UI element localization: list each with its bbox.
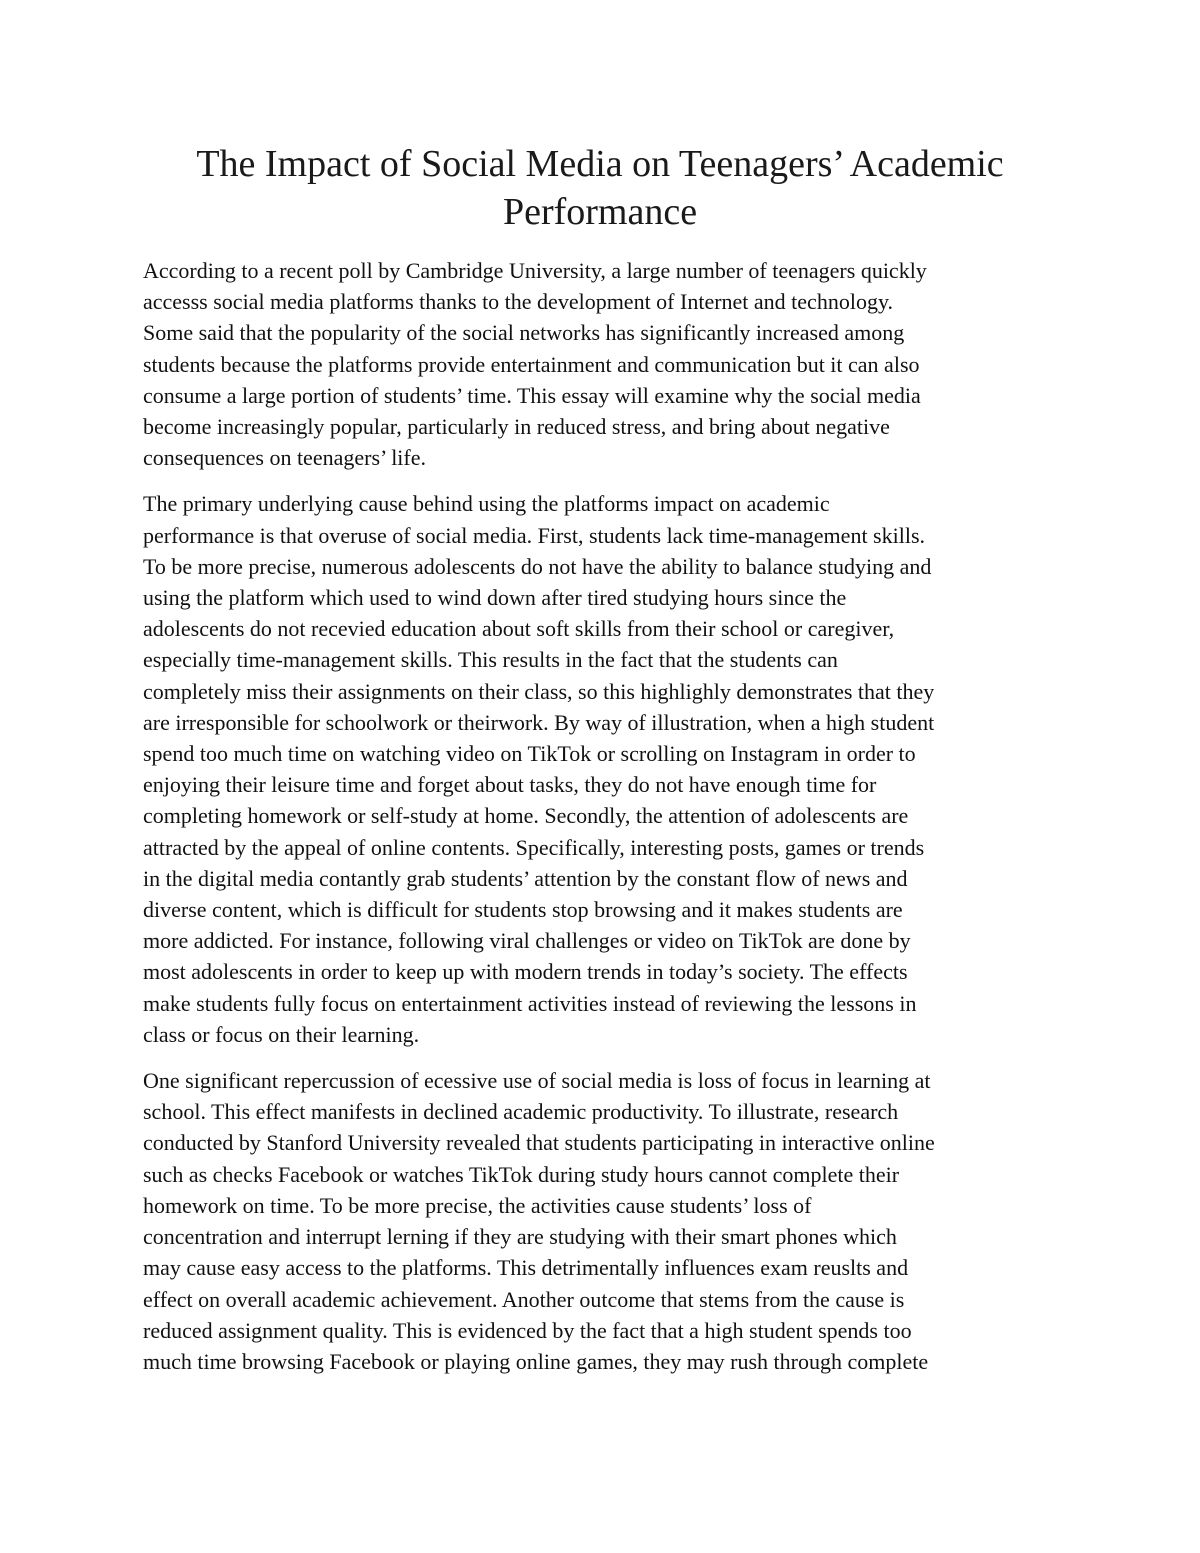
document-body bbox=[143, 255, 1063, 1392]
paragraph-line: accesss social media platforms thanks to the development of Internet and technology. bbox=[143, 289, 894, 315]
paragraph bbox=[143, 488, 1063, 1050]
paragraph-line: performance is that overuse of social media. First, students lack time-management skills. bbox=[143, 522, 926, 548]
paragraph-line: make students fully focus on entertainment activities instead of reviewing the lessons in bbox=[143, 990, 917, 1016]
paragraph-line: consume a large portion of students’ time. This essay will examine why the social media bbox=[143, 382, 921, 408]
paragraph-line: According to a recent poll by Cambridge University, a large number of teenagers quickly bbox=[143, 258, 927, 283]
paragraph-line: more addicted. For instance, following viral challenges or video on TikTok are done by bbox=[143, 928, 911, 954]
paragraph-line: may cause easy access to the platforms. This detrimentally influences exam reuslts and bbox=[143, 1255, 909, 1281]
paragraph-line: The primary underlying cause behind using the platforms impact on academic bbox=[143, 491, 830, 517]
paragraph-line: especially time-management skills. This results in the fact that the students can bbox=[143, 647, 838, 673]
paragraph-line: completing homework or self-study at home. Secondly, the attention of adolescents are bbox=[143, 803, 909, 829]
paragraph-line: attracted by the appeal of online contents. Specifically, interesting posts, games or trends bbox=[143, 834, 925, 860]
paragraph bbox=[143, 255, 1063, 473]
paragraph-line: spend too much time on watching video on TikTok or scrolling on Instagram in order to bbox=[143, 741, 916, 767]
paragraph-line: school. This effect manifests in declined academic productivity. To illustrate, research bbox=[143, 1099, 899, 1125]
document-title bbox=[120, 140, 1080, 236]
paragraph-line: To be more precise, numerous adolescents do not have the ability to balance studying and bbox=[143, 553, 932, 579]
paragraph-line: Some said that the popularity of the social networks has significantly increased among bbox=[143, 320, 905, 346]
paragraph-line: are irresponsible for schoolwork or theirwork. By way of illustration, when a high student bbox=[143, 709, 935, 735]
paragraph bbox=[143, 1065, 1063, 1377]
paragraph-line: homework on time. To be more precise, the activities cause students’ loss of bbox=[143, 1192, 812, 1218]
title-line: The Impact of Social Media on Teenagers’ Academic bbox=[196, 143, 1004, 185]
paragraph-line: effect on overall academic achievement. Another outcome that stems from the cause is bbox=[143, 1286, 905, 1312]
paragraph-line: diverse content, which is difficult for students stop browsing and it makes students are bbox=[143, 897, 903, 923]
paragraph-line: students because the platforms provide entertainment and communication but it can also bbox=[143, 351, 920, 377]
paragraph-line: such as checks Facebook or watches TikTok during study hours cannot complete their bbox=[143, 1161, 900, 1187]
paragraph-line: conducted by Stanford University revealed that students participating in interactive online bbox=[143, 1130, 935, 1156]
paragraph-line: much time browsing Facebook or playing online games, they may rush through complete bbox=[143, 1348, 929, 1374]
paragraph-line: enjoying their leisure time and forget about tasks, they do not have enough time for bbox=[143, 772, 877, 798]
paragraph-line: completely miss their assignments on their class, so this highlighly demonstrates that they bbox=[143, 678, 935, 704]
paragraph-line: reduced assignment quality. This is evidenced by the fact that a high student spends too bbox=[143, 1317, 912, 1343]
title-line: Performance bbox=[502, 191, 698, 233]
paragraph-line: concentration and interrupt lerning if they are studying with their smart phones which bbox=[143, 1224, 897, 1250]
paragraph-line: class or focus on their learning. bbox=[143, 1021, 420, 1047]
paragraph-line: using the platform which used to wind down after tired studying hours since the bbox=[143, 585, 847, 611]
paragraph-line: consequences on teenagers’ life. bbox=[143, 445, 427, 471]
paragraph-line: One significant repercussion of ecessive use of social media is loss of focus in learning at bbox=[143, 1068, 931, 1094]
paragraph-line: most adolescents in order to keep up with modern trends in today’s society. The effects bbox=[143, 959, 908, 985]
paragraph-line: in the digital media contantly grab students’ attention by the constant flow of news and bbox=[143, 865, 908, 891]
paragraph-line: adolescents do not recevied education about soft skills from their school or caregiver, bbox=[143, 616, 895, 642]
paragraph-line: become increasingly popular, particularly in reduced stress, and bring about negative bbox=[143, 414, 890, 440]
